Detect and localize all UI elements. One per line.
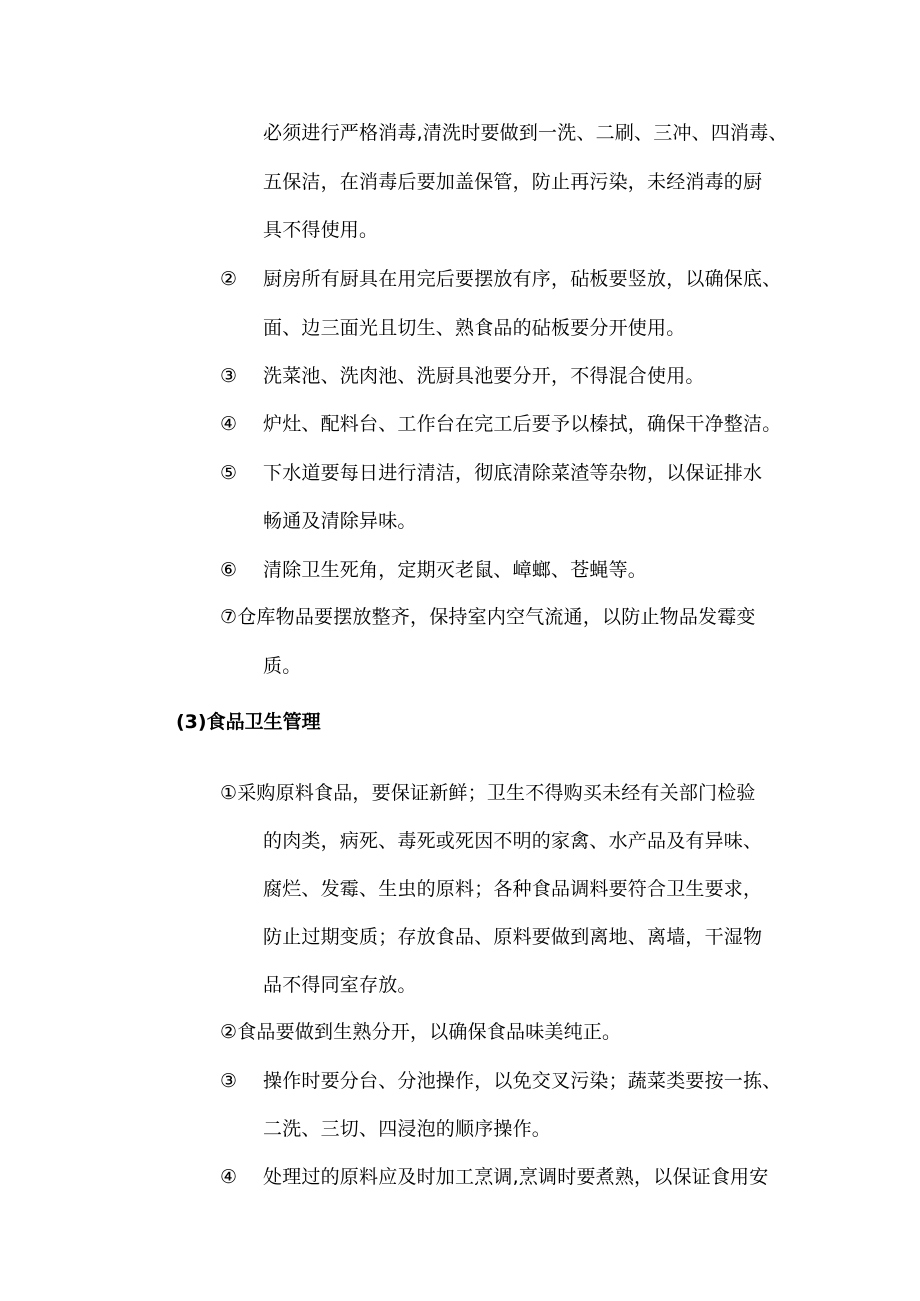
paragraph-line: 下水道要每日进行清洁，彻底清除菜渣等杂物，以保证排水 [263, 462, 763, 484]
list-marker: ② [220, 268, 238, 290]
paragraph-line: 清除卫生死角，定期灭老鼠、嶂螂、苍蝇等。 [263, 559, 648, 581]
paragraph-line: 处理过的原料应及时加工烹调,烹调时要煮熟，以保证食用安 [263, 1166, 769, 1188]
paragraph-line: 畅通及清除异味。 [263, 510, 417, 532]
paragraph-line: 厨房所有厨具在用完后要摆放有序，砧板要竖放，以确保底、 [263, 268, 782, 290]
paragraph-line: 必须进行严格消毒,清洗时要做到一洗、二刷、三冲、四消毒、 [263, 122, 788, 144]
paragraph-line: 洗菜池、洗肉池、洗厨具池要分开，不得混合使用。 [263, 365, 705, 387]
paragraph-line: 操作时要分台、分池操作，以免交叉污染；蔬菜类要按一拣、 [263, 1070, 782, 1092]
list-marker: ④ [220, 1166, 238, 1188]
paragraph-line: 腐烂、发霉、生虫的原料；各种食品调料要符合卫生要求， [263, 878, 763, 900]
paragraph-line: 品不得同室存放。 [263, 974, 417, 996]
paragraph-line: 防止过期变质；存放食品、原料要做到离地、离墙，干湿物 [263, 926, 763, 948]
paragraph-line: 二洗、三切、四浸泡的顺序操作。 [263, 1118, 552, 1140]
paragraph-line: 五保洁，在消毒后要加盖保管，防止再污染，未经消毒的厨 [263, 171, 763, 193]
paragraph-line: 具不得使用。 [263, 219, 379, 241]
list-marker: ③ [220, 1070, 238, 1092]
list-marker: ⑥ [220, 559, 238, 581]
paragraph-line: 质。 [263, 655, 302, 677]
paragraph-line: ②食品要做到生熟分开，以确保食品味美纯正。 [220, 1021, 622, 1043]
list-marker: ⑤ [220, 462, 238, 484]
paragraph-line: 面、边三面光且切生、熟食品的砧板要分开使用。 [263, 317, 686, 339]
paragraph-line: ⑦仓库物品要摆放整齐，保持室内空气流通，以防止物品发霉变 [220, 606, 756, 628]
section-heading: (3)食品卫生管理 [176, 711, 321, 733]
list-marker: ④ [220, 413, 238, 435]
list-marker: ③ [220, 365, 238, 387]
paragraph-line: 炉灶、配料台、工作台在完工后要予以榛拭，确保干净整洁。 [263, 413, 782, 435]
paragraph-line: 的肉类，病死、毒死或死因不明的家禽、水产品及有异味、 [263, 830, 763, 852]
paragraph-line: ①采购原料食品，要保证新鲜；卫生不得购买未经有关部门检验 [220, 782, 756, 804]
